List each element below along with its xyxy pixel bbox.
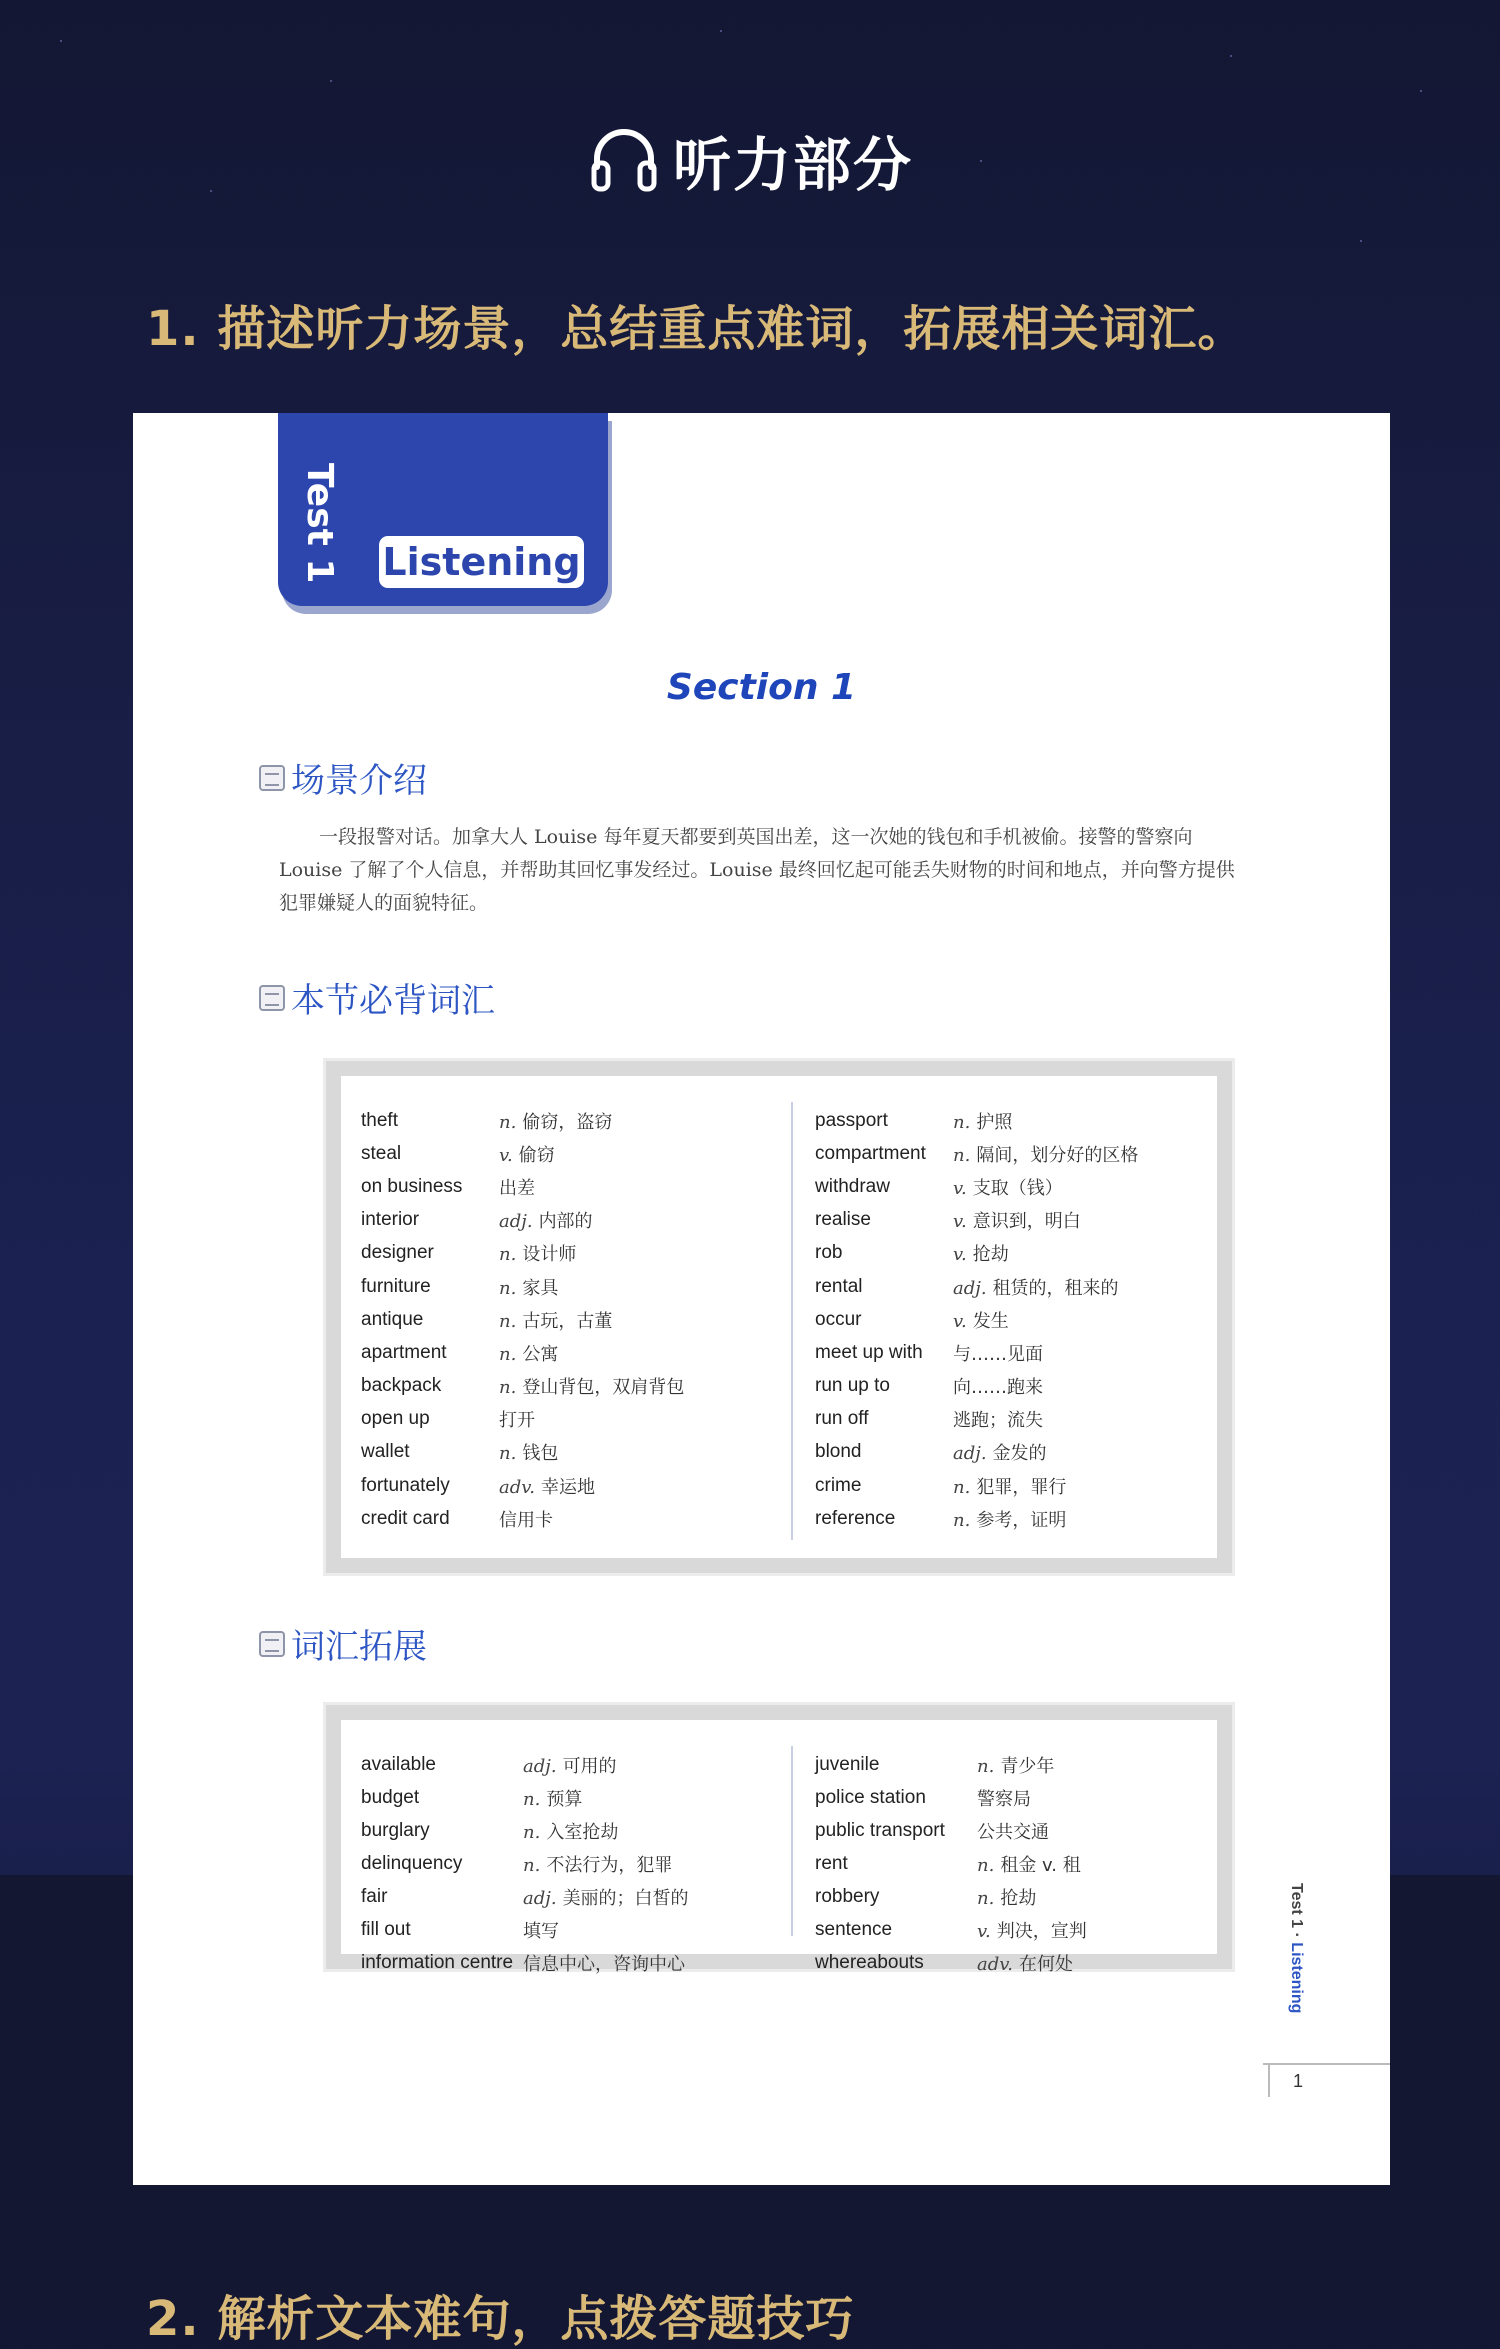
vocab-word: credit card	[361, 1507, 450, 1529]
footer-rule	[1263, 2063, 1390, 2065]
vocab-meaning	[499, 1340, 558, 1366]
vocab-row	[815, 1270, 1138, 1303]
page-header	[0, 118, 1500, 202]
vocab-pos: n.	[523, 1788, 541, 1810]
vocab-meaning	[977, 1917, 1087, 1943]
vocab-word: budget	[361, 1786, 420, 1808]
vocab-word: backpack	[361, 1375, 442, 1397]
vocab-row	[361, 1880, 689, 1913]
vocab-word: fill out	[361, 1918, 411, 1940]
vocab-meaning-text: 信用卡	[499, 1509, 553, 1531]
vocab-meaning	[977, 1785, 1031, 1811]
vocab-row	[361, 1204, 684, 1237]
vocab-pos: n.	[499, 1377, 517, 1399]
expand-heading-text: 词汇拓展	[291, 1627, 427, 1667]
vocab-meaning	[953, 1373, 1043, 1399]
vocab-meaning	[953, 1108, 1012, 1134]
vocab-meaning-text: 隔间，划分好的区格	[976, 1144, 1139, 1166]
vocab-pos: n.	[953, 1509, 971, 1531]
vocab-pos: adv.	[977, 1953, 1014, 1975]
vocab-row	[361, 1104, 684, 1137]
vocab-word: run off	[815, 1408, 869, 1430]
vocab-word: theft	[361, 1109, 398, 1131]
vocab-pos: n.	[499, 1343, 517, 1365]
vocab-meaning	[499, 1207, 593, 1233]
vocab-word: information centre	[361, 1951, 514, 1973]
vocab-meaning-text: 出差	[499, 1177, 535, 1199]
vocab-meaning-text: 公寓	[522, 1343, 559, 1365]
vocab-meaning-text: 逃跑；流失	[953, 1410, 1043, 1432]
vocab-row	[361, 1847, 689, 1880]
vocab-pos: n.	[953, 1144, 971, 1166]
vocab-word: crime	[815, 1474, 862, 1496]
textbook-page	[133, 413, 1390, 2185]
vocab-word: whereabouts	[815, 1951, 924, 1973]
vocab-meaning-text: 设计师	[522, 1244, 577, 1266]
vocab-pos: adj.	[953, 1443, 987, 1465]
vocab-meaning	[499, 1307, 612, 1333]
vocab-meaning-text: 偷窃，盗窃	[522, 1111, 613, 1133]
vocab-meaning	[499, 1506, 553, 1532]
step-1-label: 1. 描述听力场景，总结重点难词，拓展相关词汇。	[146, 301, 1247, 357]
vocab-row	[361, 1270, 684, 1303]
footer-test: Test 1	[1288, 1883, 1305, 1929]
vocab-row	[361, 1303, 684, 1336]
vocab-row	[361, 1781, 689, 1814]
vocab-word: sentence	[815, 1918, 893, 1940]
vocab-meaning	[977, 1950, 1073, 1976]
vocab-column-right	[815, 1104, 1138, 1535]
vocab-word: rental	[815, 1275, 863, 1297]
vocab-meaning	[499, 1439, 558, 1465]
vocab-word: robbery	[815, 1885, 880, 1907]
vocab-meaning-text: 打开	[499, 1410, 535, 1432]
vocab-meaning-text: 向……跑来	[953, 1377, 1043, 1399]
vocab-meaning	[953, 1473, 1066, 1499]
vocab-word: police station	[815, 1786, 926, 1808]
vocab-meaning-text: 古玩，古董	[522, 1310, 613, 1332]
vocab-column-left	[361, 1104, 684, 1535]
header-title: 听力部分	[672, 131, 913, 199]
vocab-meaning	[953, 1141, 1138, 1167]
vocab-meaning-text: 青少年	[1000, 1755, 1055, 1777]
vocab-row	[815, 1880, 1087, 1913]
vocab-meaning-text: 判决，宣判	[996, 1920, 1087, 1942]
vocab-pos: v.	[977, 1920, 991, 1942]
vocab-meaning-text: 犯罪，罪行	[976, 1476, 1067, 1498]
vocab-pos: v.	[953, 1177, 967, 1199]
expand-divider	[791, 1746, 793, 1936]
page-number: 1	[1293, 2071, 1304, 2091]
vocab-meaning-text: 填写	[523, 1920, 559, 1942]
tab-listening-label: Listening	[379, 536, 584, 588]
vocab-row	[361, 1946, 689, 1979]
vocab-meaning-text: 公共交通	[977, 1821, 1049, 1843]
vocab-meaning-text: 不法行为，犯罪	[546, 1854, 673, 1876]
vocab-word: compartment	[815, 1142, 926, 1164]
vocab-pos: adj.	[523, 1755, 557, 1777]
expand-column-right	[815, 1748, 1087, 1979]
notebook-icon	[259, 765, 285, 791]
vocab-word: meet up with	[815, 1341, 923, 1363]
vocab-meaning-text: 家具	[522, 1277, 559, 1299]
vocab-meaning	[523, 1884, 689, 1910]
footer-separator: ·	[1288, 1932, 1305, 1938]
vocab-word: furniture	[361, 1275, 431, 1297]
vocab-meaning-text: 发生	[972, 1310, 1009, 1332]
scene-intro-text: 一段报警对话。加拿大人 Louise 每年夏天都要到英国出差，这一次她的钱包和手机被偷。接警的警察向 Louise 了解了个人信息，并帮助其回忆事发经过。Louise 最终回忆起可能丢失财物的时间和地点，并向警方提供犯罪嫌疑人的面貌特征。	[279, 826, 1235, 914]
vocab-meaning	[977, 1818, 1049, 1844]
vocab-pos: v.	[953, 1310, 967, 1332]
vocab-meaning-text: 护照	[976, 1111, 1013, 1133]
vocab-word: blond	[815, 1441, 862, 1463]
vocab-pos: adv.	[499, 1476, 536, 1498]
vocab-row	[815, 1781, 1087, 1814]
vocab-pos: n.	[499, 1443, 517, 1465]
vocab-pos: n.	[977, 1854, 995, 1876]
vocab-pos: adj.	[499, 1211, 533, 1233]
vocab-pos: n.	[977, 1755, 995, 1777]
vocab-meaning-text: 偷窃	[518, 1144, 555, 1166]
vocab-row	[815, 1469, 1138, 1502]
vocab-meaning	[499, 1141, 555, 1167]
vocab-word: reference	[815, 1507, 896, 1529]
vocab-pos: adj.	[953, 1277, 987, 1299]
vocab-meaning	[499, 1406, 535, 1432]
vocab-pos: n.	[953, 1476, 971, 1498]
vocab-meaning	[977, 1884, 1036, 1910]
vocab-row	[361, 1370, 684, 1403]
vocab-meaning	[523, 1917, 559, 1943]
vocab-pos: n.	[523, 1821, 541, 1843]
vocab-meaning	[499, 1108, 612, 1134]
vocab-word: rent	[815, 1852, 848, 1874]
footer-rule-vertical	[1268, 2063, 1270, 2097]
vocab-row	[361, 1436, 684, 1469]
vocab-word: fortunately	[361, 1474, 450, 1496]
vocab-meaning-text: 意识到，明白	[972, 1211, 1081, 1233]
test-tab	[278, 413, 608, 606]
vocab-meaning	[523, 1752, 617, 1778]
vocab-row	[361, 1814, 689, 1847]
vocab-row	[361, 1469, 684, 1502]
vocab-pos: v.	[953, 1211, 967, 1233]
vocab-meaning-text: 支取（钱）	[972, 1177, 1063, 1199]
vocab-meaning-text: 入室抢劫	[546, 1821, 619, 1843]
expand-heading	[259, 1619, 427, 1668]
vocab-meaning-text: 租金 v. 租	[1000, 1854, 1081, 1876]
vocab-word: realise	[815, 1209, 871, 1231]
vocab-meaning	[523, 1950, 685, 1976]
vocab-word: fair	[361, 1885, 388, 1907]
scene-heading-text: 场景介绍	[291, 761, 427, 801]
vocab-row	[815, 1913, 1087, 1946]
vocab-word: interior	[361, 1209, 420, 1231]
vocab-row	[815, 1847, 1087, 1880]
vocab-meaning-text: 预算	[546, 1788, 583, 1810]
vocab-meaning	[953, 1174, 1063, 1200]
vocab-word: wallet	[361, 1441, 410, 1463]
vocab-row	[361, 1748, 689, 1781]
vocab-word: available	[361, 1753, 436, 1775]
vocab-row	[815, 1170, 1138, 1203]
running-footer	[1287, 1883, 1305, 2013]
vocab-meaning	[499, 1240, 576, 1266]
vocab-meaning-text: 参考，证明	[976, 1509, 1067, 1531]
vocab-meaning	[953, 1274, 1119, 1300]
vocab-word: open up	[361, 1408, 430, 1430]
vocab-word: apartment	[361, 1341, 447, 1363]
vocab-word: burglary	[361, 1819, 430, 1841]
vocab-row	[361, 1170, 684, 1203]
vocab-word: delinquency	[361, 1852, 463, 1874]
vocab-pos: n.	[499, 1244, 517, 1266]
vocab-meaning	[953, 1506, 1066, 1532]
vocab-meaning-text: 钱包	[522, 1443, 559, 1465]
vocab-meaning-text: 警察局	[977, 1788, 1031, 1810]
vocab-pos: n.	[499, 1111, 517, 1133]
vocab-word: antique	[361, 1308, 424, 1330]
vocab-word: on business	[361, 1175, 463, 1197]
vocab-meaning	[499, 1274, 558, 1300]
vocab-pos: n.	[499, 1277, 517, 1299]
vocab-meaning-text: 与……见面	[953, 1343, 1043, 1365]
vocab-row	[815, 1502, 1138, 1535]
vocab-row	[815, 1370, 1138, 1403]
step-2-label: 2. 解析文本难句，点拨答题技巧	[146, 2291, 855, 2347]
vocab-word: withdraw	[815, 1175, 890, 1197]
vocab-row	[815, 1336, 1138, 1369]
vocab-pos: v.	[499, 1144, 513, 1166]
vocab-pos: n.	[953, 1111, 971, 1133]
vocab-meaning-text: 在何处	[1019, 1953, 1074, 1975]
vocab-heading-text: 本节必背词汇	[291, 981, 495, 1021]
vocab-meaning-text: 美丽的；白皙的	[562, 1887, 689, 1909]
vocab-word: occur	[815, 1308, 862, 1330]
vocab-meaning-text: 登山背包，双肩背包	[522, 1377, 685, 1399]
vocab-meaning	[977, 1851, 1081, 1877]
book-icon	[259, 1631, 285, 1657]
vocab-row	[361, 1913, 689, 1946]
vocab-row	[361, 1137, 684, 1170]
vocab-row	[815, 1237, 1138, 1270]
tab-test-label: Test 1	[299, 463, 340, 584]
vocab-meaning-text: 金发的	[992, 1443, 1047, 1465]
vocab-meaning	[953, 1240, 1009, 1266]
vocab-row	[361, 1237, 684, 1270]
vocab-row	[815, 1204, 1138, 1237]
vocab-meaning	[523, 1785, 582, 1811]
vocab-row	[815, 1403, 1138, 1436]
section-title: Section 1	[666, 667, 857, 708]
vocab-word: public transport	[815, 1819, 945, 1841]
expand-column-left	[361, 1748, 689, 1979]
vocab-row	[815, 1436, 1138, 1469]
vocab-divider	[791, 1102, 793, 1540]
vocab-meaning	[523, 1818, 618, 1844]
vocab-row	[815, 1748, 1087, 1781]
vocab-row	[815, 1137, 1138, 1170]
vocab-row	[815, 1814, 1087, 1847]
vocab-meaning	[977, 1752, 1054, 1778]
expand-box	[326, 1705, 1232, 1975]
headphones-icon	[587, 123, 661, 197]
vocab-pos: n.	[977, 1887, 995, 1909]
scene-intro	[279, 821, 1239, 920]
vocab-meaning-text: 信息中心，咨询中心	[523, 1953, 685, 1975]
vocab-row	[815, 1104, 1138, 1137]
scene-heading	[259, 753, 427, 802]
vocab-meaning	[499, 1174, 535, 1200]
vocab-meaning-text: 租赁的，租来的	[992, 1277, 1119, 1299]
vocab-meaning	[499, 1473, 595, 1499]
vocab-meaning-text: 抢劫	[1000, 1887, 1037, 1909]
vocab-word: juvenile	[815, 1753, 880, 1775]
vocab-box	[326, 1061, 1232, 1573]
vocab-meaning	[953, 1307, 1009, 1333]
vocab-meaning-text: 内部的	[538, 1211, 593, 1233]
vocab-meaning	[499, 1373, 684, 1399]
vocab-pos: v.	[953, 1244, 967, 1266]
vocab-pos: n.	[523, 1854, 541, 1876]
vocab-pos: adj.	[523, 1887, 557, 1909]
vocab-meaning	[953, 1406, 1043, 1432]
vocab-meaning-text: 抢劫	[972, 1244, 1009, 1266]
vocab-meaning	[953, 1340, 1043, 1366]
vocab-meaning	[953, 1207, 1081, 1233]
vocab-meaning	[953, 1439, 1047, 1465]
vocab-row	[361, 1336, 684, 1369]
vocab-meaning	[523, 1851, 672, 1877]
vocab-row	[815, 1303, 1138, 1336]
vocab-row	[361, 1403, 684, 1436]
book-icon	[259, 985, 285, 1011]
vocab-row	[361, 1502, 684, 1535]
vocab-word: rob	[815, 1242, 843, 1264]
vocab-meaning-text: 可用的	[562, 1755, 617, 1777]
vocab-heading	[259, 973, 495, 1022]
vocab-word: passport	[815, 1109, 888, 1131]
vocab-pos: n.	[499, 1310, 517, 1332]
vocab-meaning-text: 幸运地	[541, 1476, 596, 1498]
footer-listening: Listening	[1288, 1942, 1305, 2014]
vocab-word: designer	[361, 1242, 434, 1264]
vocab-word: run up to	[815, 1375, 890, 1397]
vocab-word: steal	[361, 1142, 402, 1164]
vocab-row	[815, 1946, 1087, 1979]
